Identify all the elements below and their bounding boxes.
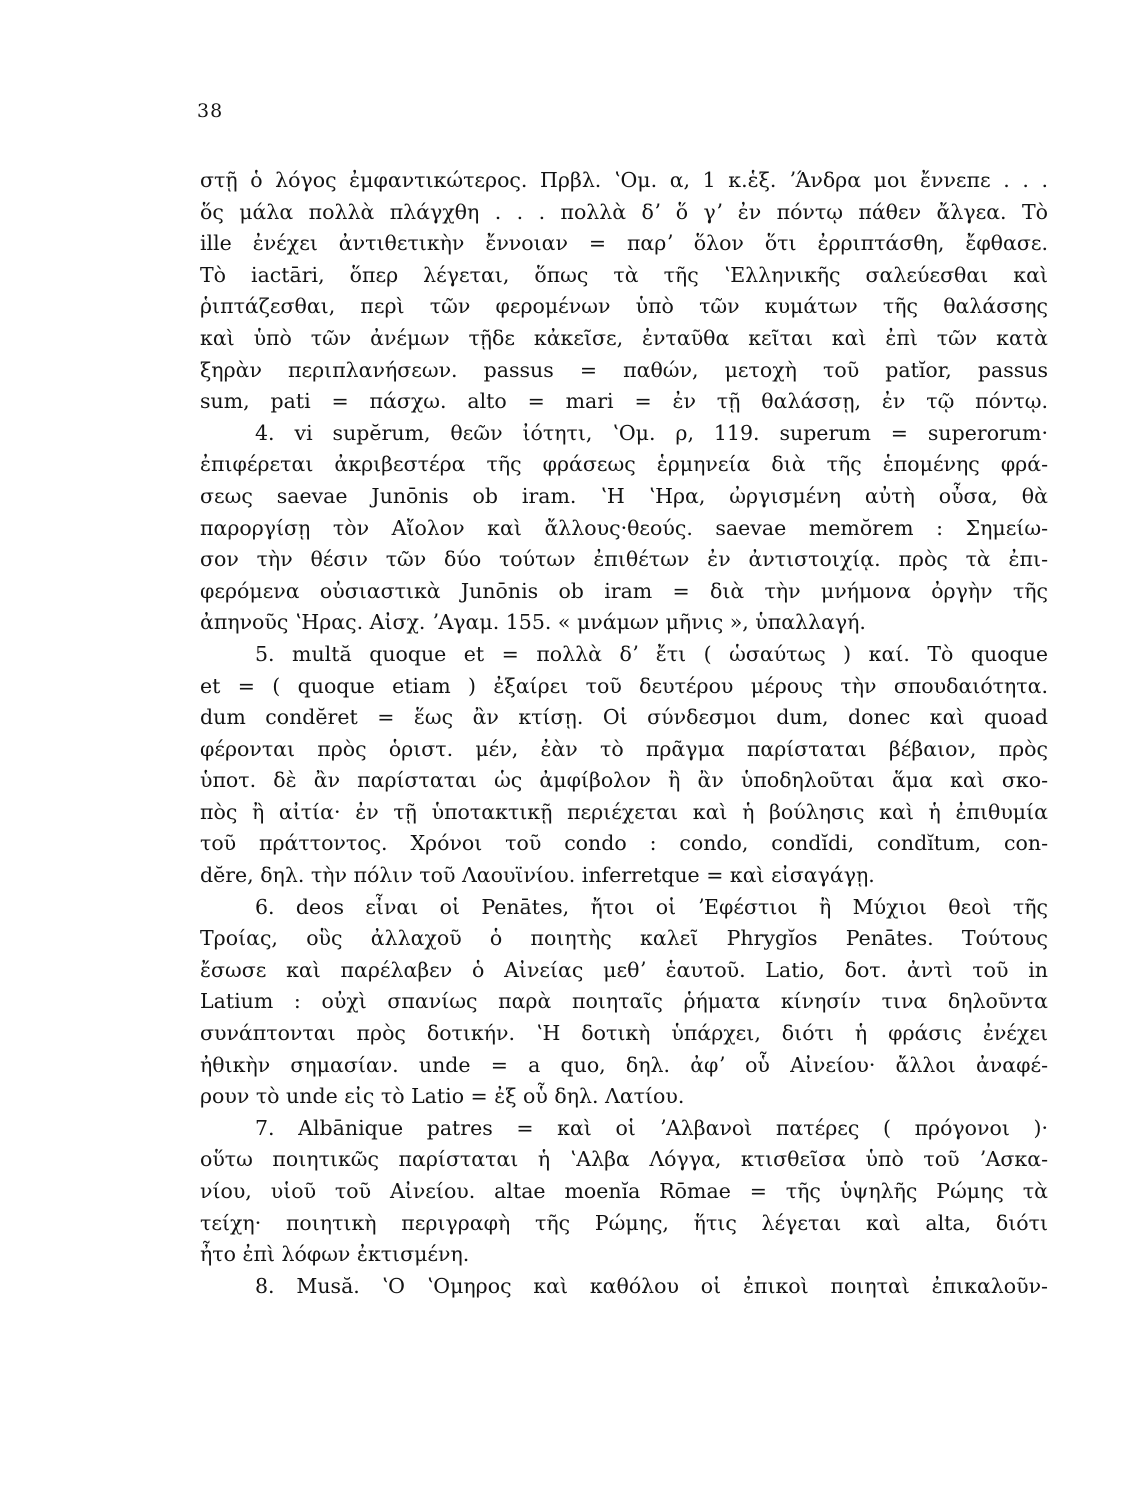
- text-line: 5. multă quoque et = πολλὰ δʼ ἔτι ( ὡσαύτως ) καί. Τὸ quoque: [255, 641, 1048, 666]
- text-line: ρουν τὸ unde εἰς τὸ Latio = ἐξ οὗ δηλ. Λατίου.: [200, 1084, 685, 1109]
- text-line: 6. deos εἶναι οἱ Penātes, ἤτοι οἱ ʼΕφέστιοι ἢ Μύχιοι θεοὶ τῆς: [255, 894, 1048, 919]
- text-line: φέρονται πρὸς ὁριστ. μέν, ἐὰν τὸ πρᾶγμα παρίσταται βέβαιον, πρὸς: [200, 736, 1048, 761]
- text-line: τείχη· ποιητικὴ περιγραφὴ τῆς Ρώμης, ἥτις λέγεται καὶ alta, διότι: [200, 1210, 1048, 1235]
- text-line: συνάπτονται πρὸς δοτικήν. ʽΗ δοτικὴ ὑπάρχει, διότι ἡ φράσις ἐνέχει: [200, 1021, 1048, 1046]
- text-line: 4. vi supĕrum, θεῶν ἰότητι, ʽΟμ. ρ, 119. superum = superorum·: [255, 420, 1048, 445]
- text-line: ἐπιφέρεται ἀκριβεστέρα τῆς φράσεως ἑρμηνεία διὰ τῆς ἑπομένης φρά-: [200, 452, 1048, 477]
- text-line: ὑποτ. δὲ ἂν παρίσταται ὡς ἀμφίβολον ἢ ἂν ὑποδηλοῦται ἅμα καὶ σκο-: [200, 768, 1048, 793]
- text-line: ἔσωσε καὶ παρέλαβεν ὁ Αἰνείας μεθʼ ἑαυτοῦ. Latio, δοτ. ἀντὶ τοῦ in: [200, 957, 1048, 982]
- commentary-text: [200, 165, 1048, 1302]
- text-line: Τροίας, οὓς ἀλλαχοῦ ὁ ποιητὴς καλεῖ Phrygĭos Penātes. Τούτους: [200, 926, 1048, 951]
- text-line: ἀπηνοῦς ʽΗρας. Αἰσχ. ʼΑγαμ. 155. « μνάμων μῆνις », ὑπαλλαγή.: [200, 610, 866, 635]
- text-line: ἦτο ἐπὶ λόφων ἐκτισμένη.: [200, 1242, 470, 1267]
- text-line: τοῦ πράττοντος. Χρόνοι τοῦ condo : condo, condĭdi, condĭtum, con-: [200, 831, 1048, 856]
- text-line: ὅς μάλα πολλὰ πλάγχθη . . . πολλὰ δʼ ὅ γʼ ἐν πόντῳ πάθεν ἄλγεα. Τὸ: [200, 199, 1048, 224]
- text-line: ῥιπτάζεσθαι, περὶ τῶν φερομένων ὑπὸ τῶν κυμάτων τῆς θαλάσσης: [200, 294, 1048, 319]
- text-line: ἠθικὴν σημασίαν. unde = a quo, δηλ. ἀφʼ οὗ Αἰνείου· ἄλλοι ἀναφέ-: [200, 1052, 1048, 1077]
- text-line: 7. Albānique patres = καὶ οἱ ʼΑλβανοὶ πατέρες ( πρόγονοι )·: [255, 1115, 1048, 1140]
- text-line: dum condĕret = ἕως ἂν κτίσῃ. Οἱ σύνδεσμοι dum, donec καὶ quoad: [200, 705, 1048, 730]
- text-line: Latium : οὐχὶ σπανίως παρὰ ποιηταῖς ῥήματα κίνησίν τινα δηλοῦντα: [200, 989, 1048, 1014]
- text-line: sum, pati = πάσχω. alto = mari = ἐν τῇ θαλάσσῃ, ἐν τῷ πόντῳ.: [200, 389, 1048, 414]
- page-number: 38: [197, 100, 224, 122]
- text-line: Τὸ iactāri, ὅπερ λέγεται, ὅπως τὰ τῆς ʽΕλληνικῆς σαλεύεσθαι καὶ: [200, 262, 1048, 287]
- text-line: 8. Musă. ʽΟ ʽΟμηρος καὶ καθόλου οἱ ἐπικοὶ ποιηταὶ ἐπικαλοῦν-: [255, 1273, 1048, 1298]
- text-line: et = ( quoque etiam ) ἐξαίρει τοῦ δευτέρου μέρους τὴν σπουδαιότητα.: [200, 673, 1048, 698]
- text-line: οὕτω ποιητικῶς παρίσταται ἡ ʽΑλβα Λόγγα, κτισθεῖσα ὑπὸ τοῦ ʼΑσκα-: [200, 1147, 1048, 1172]
- text-line: νίου, υἱοῦ τοῦ Αἰνείου. altae moenĭa Rōmae = τῆς ὑψηλῆς Ρώμης τὰ: [200, 1179, 1048, 1203]
- text-line: ille ἐνέχει ἀντιθετικὴν ἔννοιαν = παρʼ ὅλον ὅτι ἐρριπτάσθη, ἔφθασε.: [200, 231, 1048, 256]
- text-line: καὶ ὑπὸ τῶν ἀνέμων τῇδε κἀκεῖσε, ἐνταῦθα κεῖται καὶ ἐπὶ τῶν κατὰ: [200, 325, 1048, 350]
- text-line: στῇ ὁ λόγος ἐμφαντικώτερος. Πρβλ. ʽΟμ. α, 1 κ.ἑξ. ʼΆνδρα μοι ἔννεπε . . .: [200, 168, 1048, 192]
- text-line: παροργίσῃ τὸν Αἴολον καὶ ἄλλους·θεούς. saevae memŏrem : Σημείω-: [200, 515, 1048, 540]
- text-line: σον τὴν θέσιν τῶν δύο τούτων ἐπιθέτων ἐν ἀντιστοιχίᾳ. πρὸς τὰ ἐπι-: [200, 547, 1048, 572]
- text-line: ξηρὰν περιπλανήσεων. passus = παθών, μετοχὴ τοῦ patĭor, passus: [200, 357, 1048, 382]
- text-line: σεως saevae Junōnis ob iram. ʽΗ ʽΗρα, ὠργισμένη αὐτὴ οὖσα, θὰ: [200, 483, 1048, 508]
- text-line: φερόμενα οὐσιαστικὰ Junōnis ob iram = διὰ τὴν μνήμονα ὀργὴν τῆς: [200, 578, 1048, 603]
- text-line: πὸς ἢ αἰτία· ἐν τῇ ὑποτακτικῇ περιέχεται καὶ ἡ βούλησις καὶ ἡ ἐπιθυμία: [200, 799, 1048, 824]
- text-line: dĕre, δηλ. τὴν πόλιν τοῦ Λαουϊνίου. inferretque = καὶ εἰσαγάγῃ.: [200, 863, 875, 888]
